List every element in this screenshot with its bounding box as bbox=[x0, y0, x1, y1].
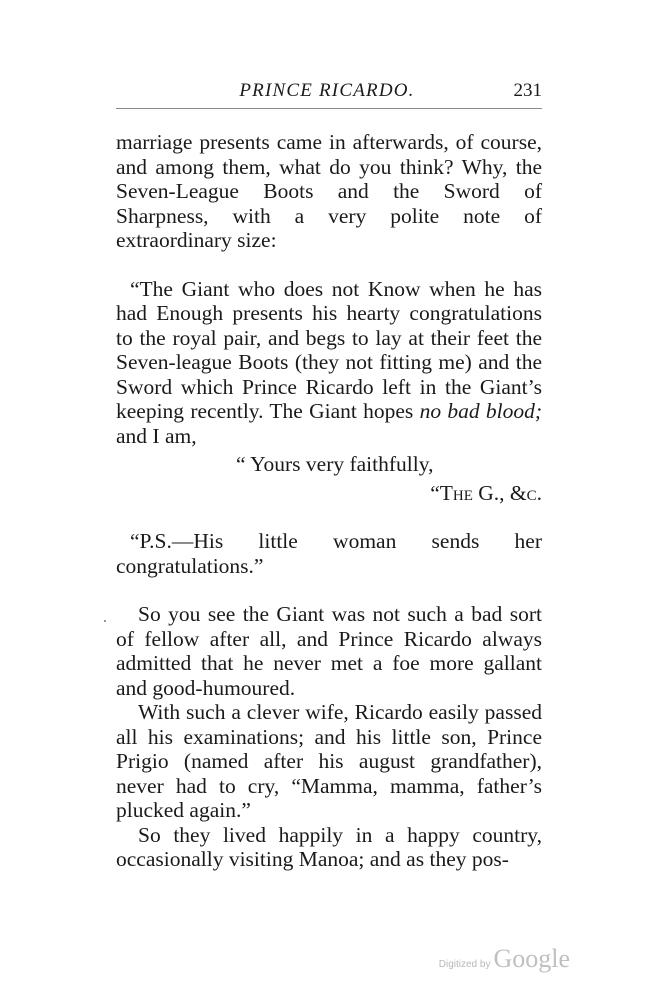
signature-quote: “ bbox=[430, 480, 440, 505]
paragraph-gap bbox=[116, 253, 542, 277]
postscript: “P.S.—His little woman sends her congratulations.” bbox=[116, 529, 542, 578]
letter-body bbox=[116, 277, 542, 449]
letter-closing: “ Yours very faithfully, bbox=[236, 452, 434, 476]
running-head bbox=[112, 80, 542, 106]
page-number: 231 bbox=[513, 80, 542, 101]
letter-text-end: and I am, bbox=[116, 423, 197, 448]
signature-name: The G., &c. bbox=[439, 480, 542, 505]
paragraph-continuation: marriage presents came in afterwards, of course, and among them, what do you think? Why, the Seven-League Boots and the Sword of Sharpness, with a very polite note of extraordinary size: bbox=[116, 130, 542, 252]
google-logo: Google bbox=[493, 944, 570, 973]
letter-emphasis: no bad blood; bbox=[419, 399, 542, 423]
paragraph: So they lived happily in a happy country, occasionally visiting Manoa; and as they pos- bbox=[116, 822, 542, 871]
running-title: PRINCE RICARDO. bbox=[239, 80, 415, 101]
paragraph-gap bbox=[116, 505, 542, 529]
digitized-watermark bbox=[439, 944, 570, 974]
paragraph: With such a clever wife, Ricardo easily passed all his examinations; and his little son, Prince Prigio (named after his august grandfather), never had to cry, “Mamma, mamma, father’s plucked again.” bbox=[116, 700, 542, 822]
letter-signature bbox=[116, 481, 542, 506]
paragraph: So you see the Giant was not such a bad sort of fellow after all, and Prince Ricardo always admitted that he never met a foe more gallant and good-humoured. bbox=[116, 602, 542, 700]
print-speck bbox=[104, 620, 106, 622]
watermark-prefix: Digitized by bbox=[438, 959, 491, 970]
letter-text-start: “The Giant who does not Know when he has had Enough presents his hearty congratulations to the royal pair, and begs to lay at their feet the Seven-league Boots (they not fitting me) and the Sword which Prince Ricardo left in the Giant’s keeping recently. The Giant hopes bbox=[116, 276, 542, 423]
body-text bbox=[116, 130, 542, 872]
paragraph-gap bbox=[116, 578, 542, 602]
header-rule bbox=[116, 108, 542, 109]
